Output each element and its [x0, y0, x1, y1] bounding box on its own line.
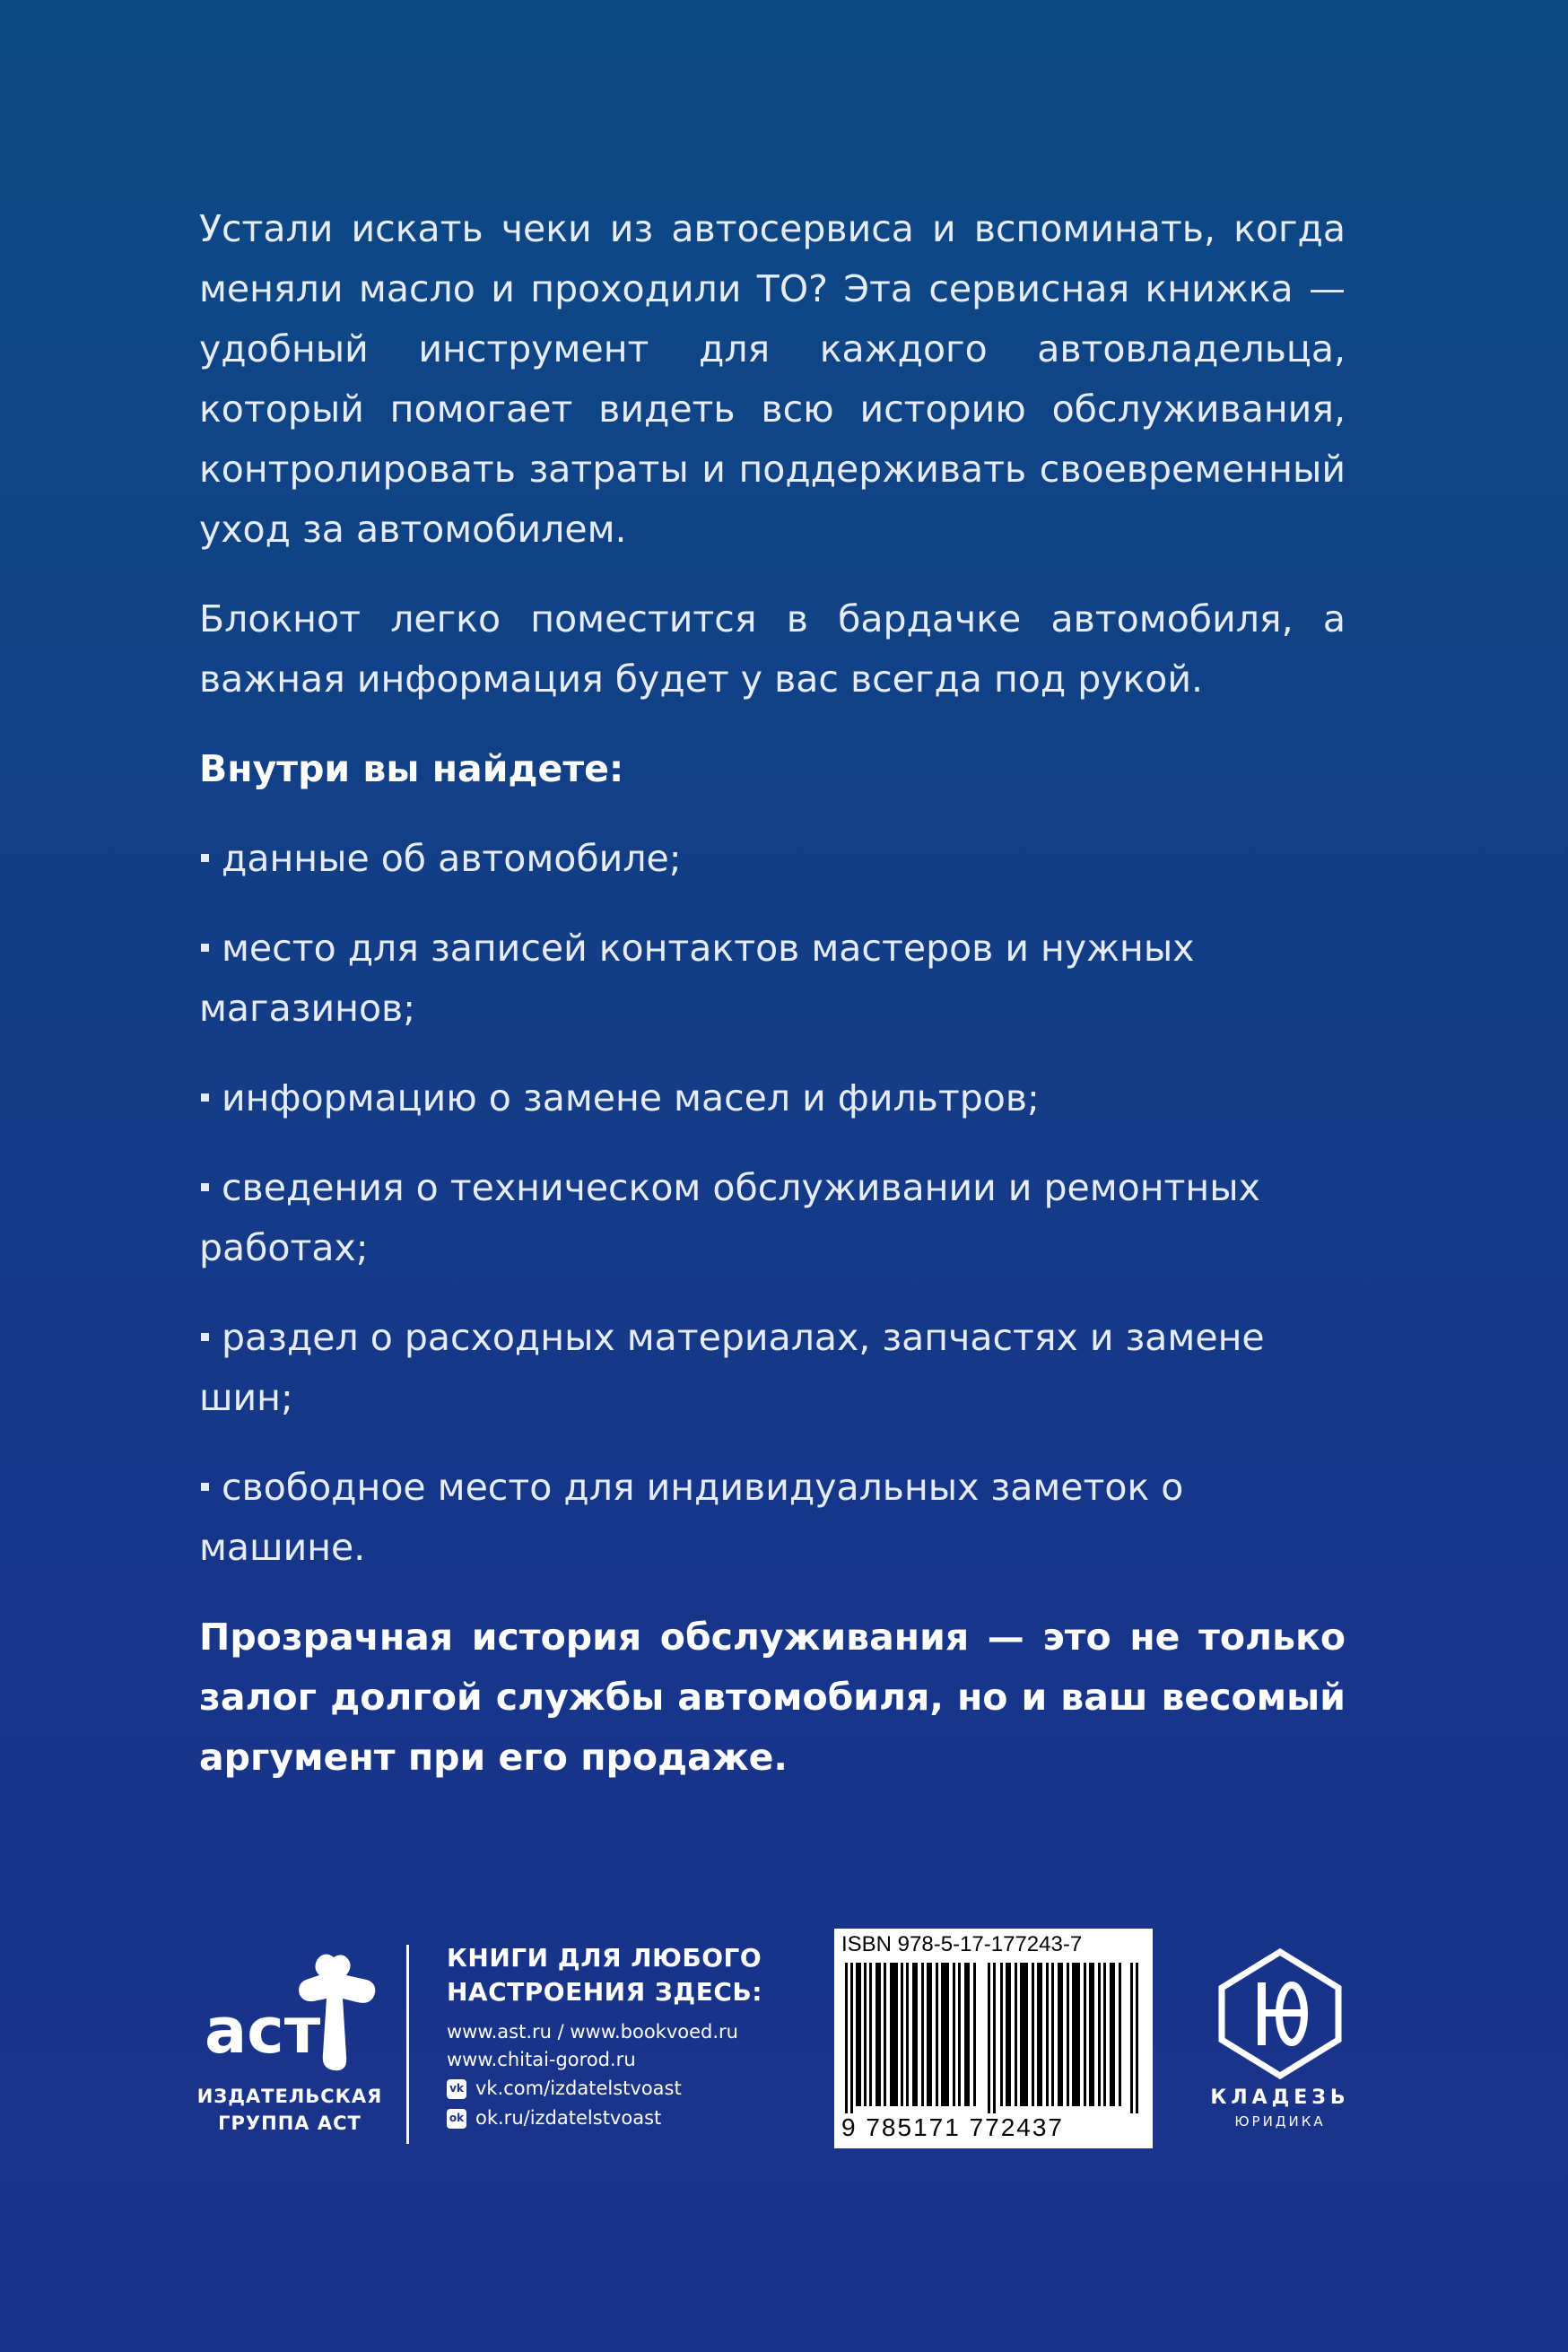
closing-paragraph: Прозрачная история обслуживания — это не только залог долгой службы автомобиля, но и ваш весомый аргумент при его продаже. [199, 1616, 1346, 1779]
glovebox-paragraph: Блокнот легко поместится в бардачке автомобиля, а важная информация будет у вас всегда под рукой. [199, 597, 1346, 701]
vk-icon: vk [447, 2079, 466, 2099]
bullet-icon [201, 1333, 209, 1341]
ast-logo-icon [199, 1947, 388, 2081]
promo-title: КНИГИ ДЛЯ ЛЮБОГО [447, 1943, 762, 1973]
list-item: информацию о замене масел и фильтров; [199, 1068, 1346, 1128]
list-item: раздел о расходных материалах, запчастях и замене шин; [199, 1316, 1265, 1419]
list-item: сведения о техническом обслуживании и ремонтных работах; [199, 1166, 1260, 1269]
barcode-icon [841, 1963, 1145, 2113]
imprint-subtitle: ЮРИДИКА [1234, 2113, 1326, 2130]
isbn-label: ISBN 978-5-17-177243-7 [841, 1932, 1083, 1956]
ok-icon: ok [447, 2109, 466, 2129]
site-link[interactable]: www.chitai-gorod.ru [447, 2049, 636, 2070]
vk-link[interactable]: vk vk.com/izdatelstvoast [447, 2074, 823, 2104]
kladez-logo-icon [1213, 1947, 1347, 2081]
bullet-icon [201, 1093, 209, 1102]
list-item: место для записей контактов мастеров и нужных магазинов; [199, 927, 1195, 1030]
promo-title-2: НАСТРОЕНИЯ ЗДЕСЬ: [447, 1977, 762, 2007]
publisher-caption: ИЗДАТЕЛЬСКАЯ ГРУППА АСТ [196, 2086, 383, 2134]
bullet-icon [201, 1183, 209, 1191]
contents-heading: Внутри вы найдете: [199, 747, 624, 790]
isbn-barcode [834, 1929, 1153, 2148]
description-block [199, 199, 1346, 1788]
contents-list [199, 829, 1346, 1578]
bullet-icon [201, 1483, 209, 1491]
list-item: свободное место для индивидуальных заметок о машине. [199, 1466, 1184, 1569]
intro-paragraph: Устали искать чеки из автосервиса и вспоминать, когда меняли масло и проходили ТО? Эта сервисная книжка — удобный инструмент для каждого автовладельца, который помогает видеть всю историю обслуживания, контролировать затраты и поддерживать своевременный уход за автомобилем. [199, 207, 1346, 551]
back-cover-footer [0, 1929, 1568, 2162]
bullet-icon [201, 854, 209, 862]
store-links [447, 1941, 823, 2133]
divider [406, 1945, 409, 2144]
ok-link[interactable]: ok ok.ru/izdatelstvoast [447, 2104, 823, 2133]
imprint-name: КЛАДЕЗЬ [1210, 2086, 1350, 2109]
bullet-icon [201, 944, 209, 952]
site-link[interactable]: www.ast.ru / www.bookvoed.ru [447, 2021, 738, 2043]
list-item: данные об автомобиле; [199, 829, 1346, 889]
barcode-digits: 9 785171 772437 [841, 2113, 1064, 2141]
svg-text:аст: аст [205, 1994, 321, 2068]
